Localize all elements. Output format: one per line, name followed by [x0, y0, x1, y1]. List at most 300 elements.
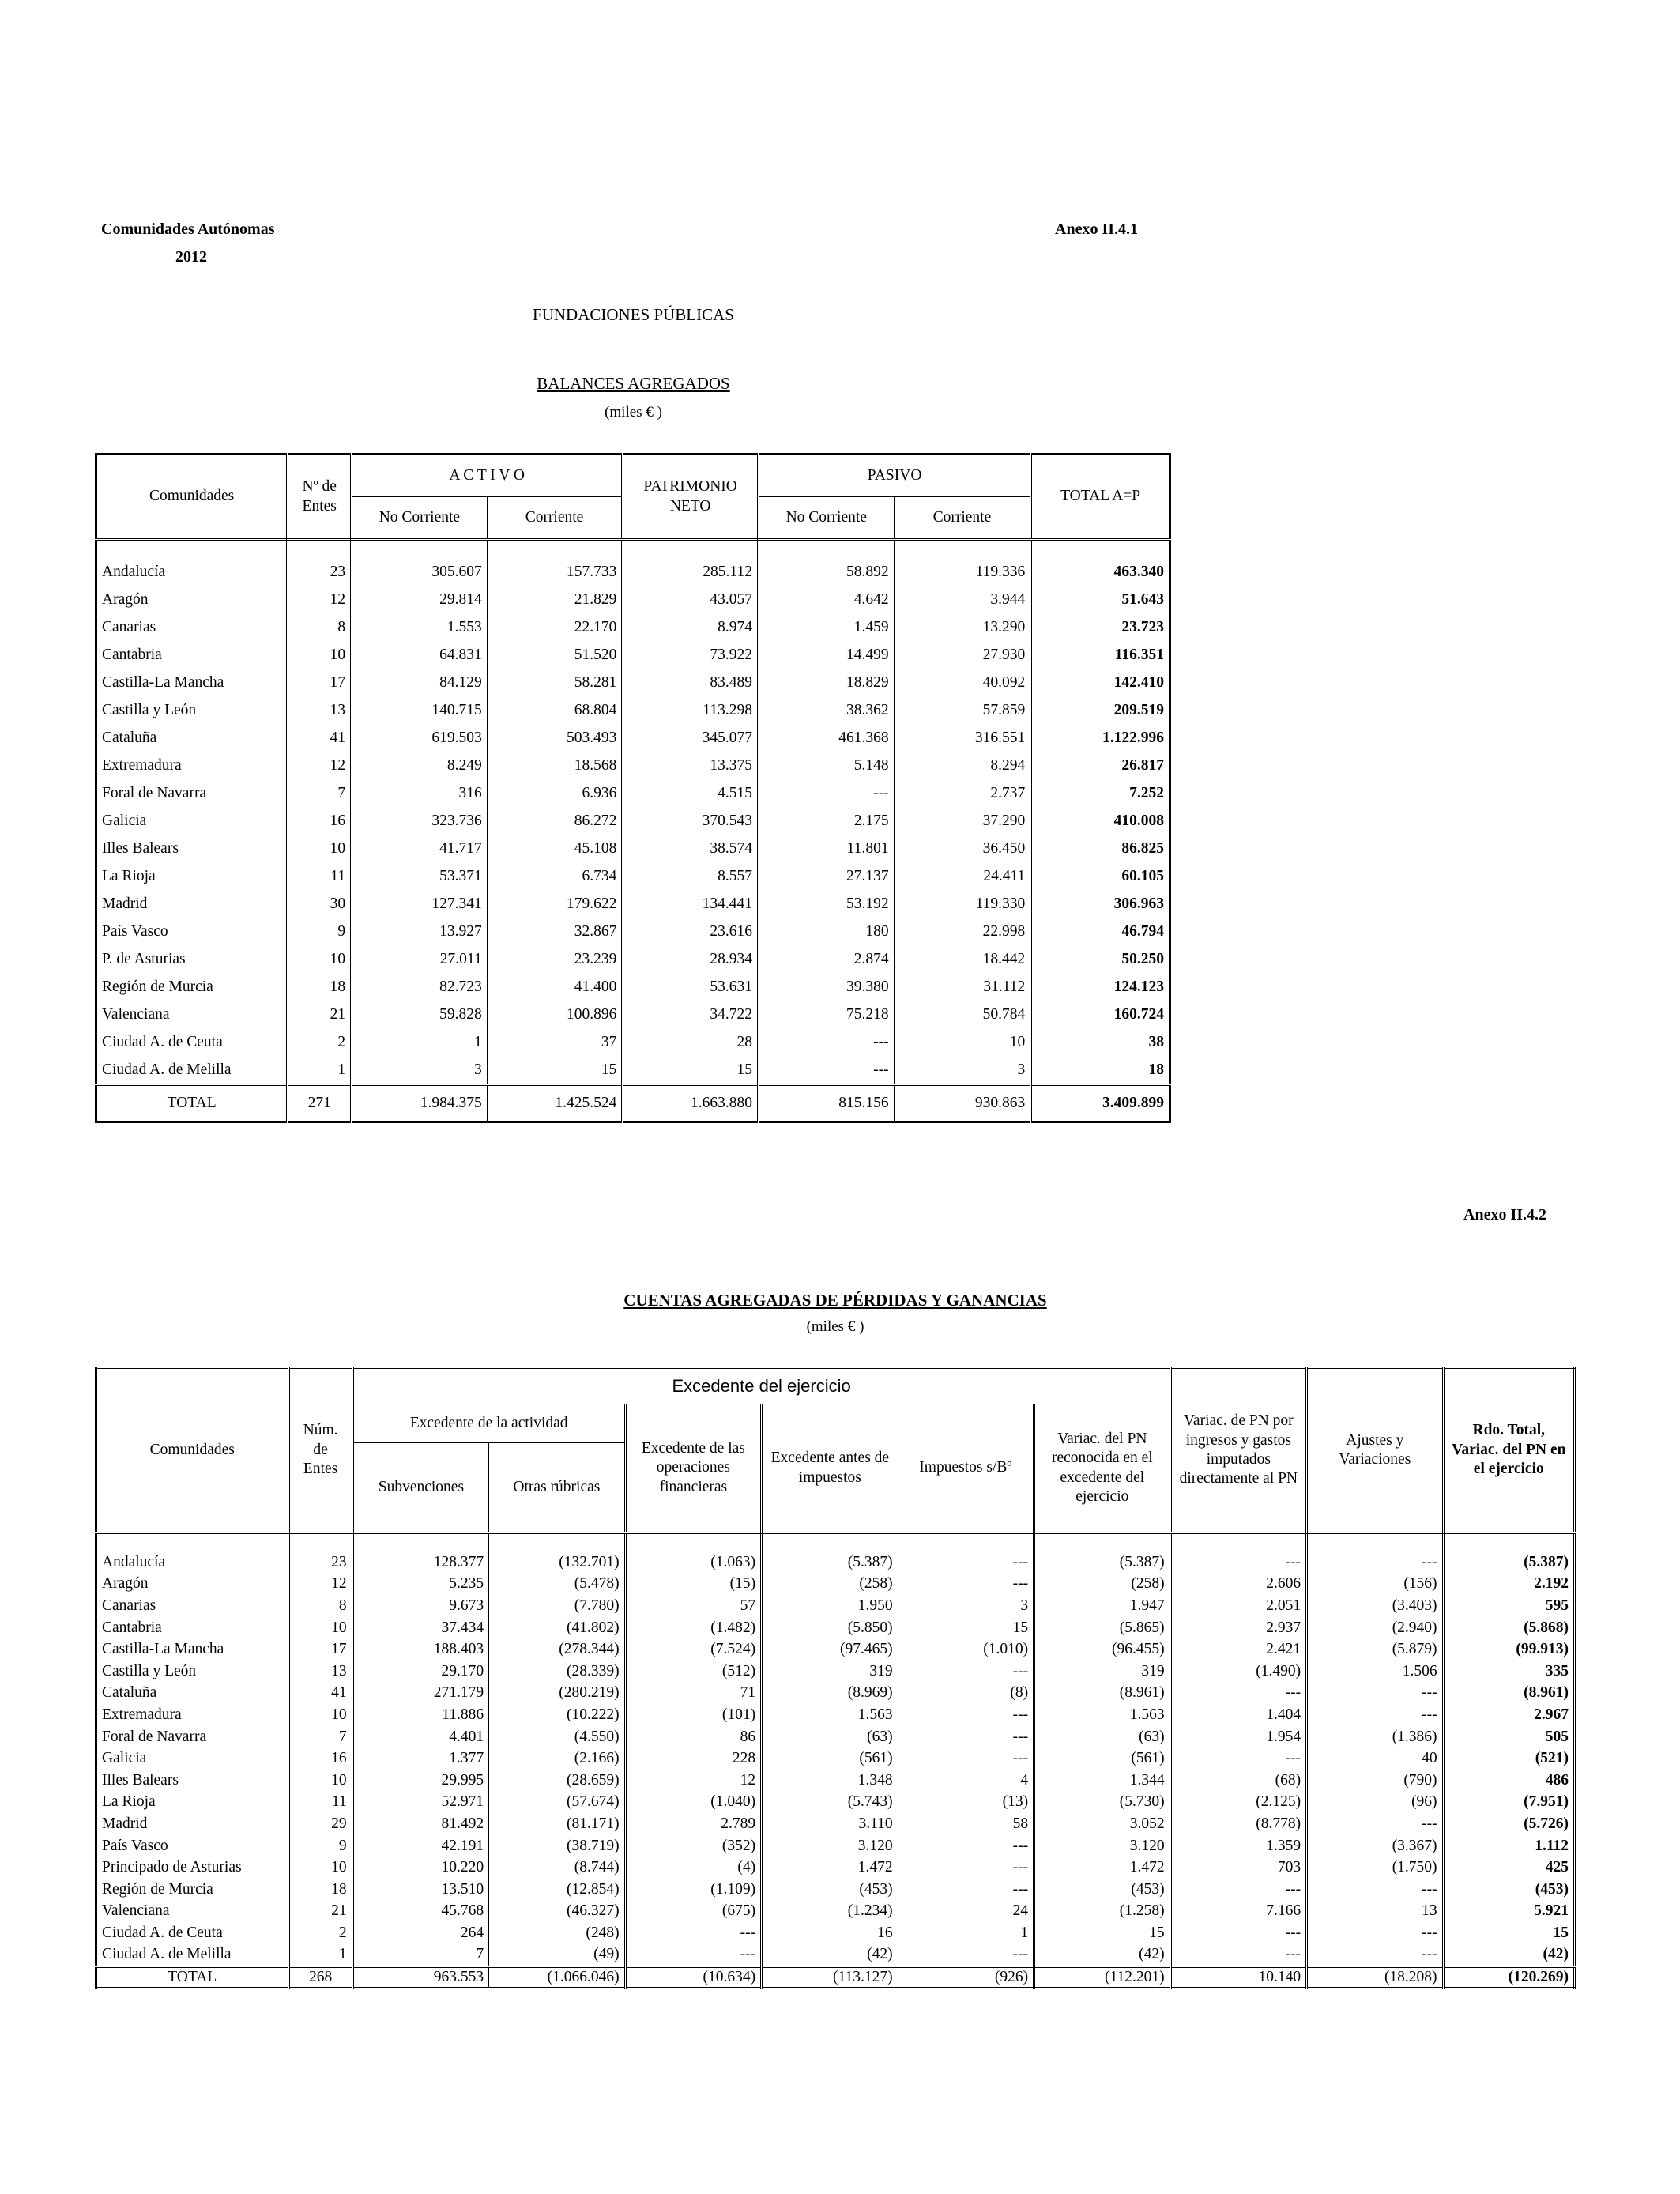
table-cell: 73.922 — [623, 641, 759, 669]
table-cell: 1.950 — [762, 1595, 898, 1617]
table-cell: 316.551 — [894, 724, 1031, 752]
table-cell: 463.340 — [1113, 563, 1164, 580]
row-label: Valenciana — [96, 1001, 288, 1028]
col-header-subvenciones: Subvenciones — [352, 1443, 488, 1533]
col-header-excedente-actividad: Excedente de la actividad — [352, 1404, 625, 1443]
section-title: FUNDACIONES PÚBLICAS — [533, 305, 734, 324]
table-cell: 3.944 — [894, 586, 1031, 613]
row-label: Canarias — [96, 613, 288, 641]
table-row — [96, 696, 1170, 724]
table-cell: (15) — [625, 1574, 761, 1596]
table-cell: (5.387) — [1524, 1553, 1569, 1570]
table-cell: 9.673 — [352, 1595, 488, 1617]
table-cell: 3 — [898, 1595, 1034, 1617]
table-cell: 9 — [288, 1835, 352, 1857]
table-cell: 10 — [288, 945, 352, 973]
total-cell: 1.984.375 — [352, 1085, 488, 1122]
table-cell: 13.290 — [894, 613, 1031, 641]
table1-title: BALANCES AGREGADOS — [537, 374, 730, 393]
table-cell: 18 — [288, 1879, 352, 1901]
table-row — [96, 1574, 1575, 1596]
table-cell: (96) — [1307, 1792, 1443, 1814]
table-cell: --- — [1307, 1683, 1443, 1705]
table-cell: 5.921 — [1534, 1902, 1569, 1920]
table-cell: (7.524) — [625, 1638, 761, 1661]
table-cell: 21 — [288, 1901, 352, 1923]
table-cell: (5.387) — [762, 1551, 898, 1574]
row-label: Aragón — [96, 586, 288, 613]
table-cell: 41.400 — [487, 973, 623, 1001]
table-cell: 64.831 — [352, 641, 488, 669]
table-cell: 1.404 — [1170, 1704, 1306, 1726]
table-cell: 51.520 — [487, 641, 623, 669]
table-cell: 18 — [1148, 1061, 1164, 1078]
table-cell: (2.940) — [1307, 1617, 1443, 1639]
table-cell: 11 — [288, 1792, 352, 1814]
table-cell: 505 — [1545, 1728, 1569, 1745]
table-cell: --- — [1307, 1551, 1443, 1574]
spacer-cell — [288, 1533, 352, 1552]
table-cell: 22.998 — [894, 918, 1031, 945]
table-cell: (280.219) — [489, 1683, 625, 1705]
table-cell: 3 — [352, 1056, 488, 1085]
spacer-cell — [1034, 1533, 1171, 1552]
table-cell: --- — [1170, 1747, 1306, 1770]
table-cell: (28.339) — [489, 1661, 625, 1683]
table-cell: 2.175 — [758, 807, 894, 835]
table-cell: --- — [898, 1944, 1034, 1967]
table-cell: 52.971 — [352, 1792, 488, 1814]
table-cell: 319 — [1034, 1661, 1171, 1683]
table-cell: 15 — [1034, 1922, 1171, 1944]
table-cell: 7.252 — [1129, 784, 1164, 801]
row-label: Madrid — [96, 1813, 289, 1835]
table-cell: 14.499 — [758, 641, 894, 669]
table-cell: (99.913) — [1516, 1641, 1569, 1658]
table-row — [96, 1944, 1575, 1967]
table-cell: 8.249 — [352, 752, 488, 779]
table-cell: 2.737 — [894, 779, 1031, 807]
col-header-entes-2: Núm. de Entes — [288, 1368, 352, 1533]
table-cell: 15 — [623, 1056, 759, 1085]
table-cell: 18.568 — [487, 752, 623, 779]
table-cell: 36.450 — [894, 835, 1031, 862]
table-cell: (49) — [489, 1944, 625, 1967]
row-label: Canarias — [96, 1595, 289, 1617]
table-cell: --- — [1307, 1944, 1443, 1967]
table-cell: 13.927 — [352, 918, 488, 945]
table-cell: --- — [1307, 1922, 1443, 1944]
table-cell: 2.874 — [758, 945, 894, 973]
col-header-rdo-total: Rdo. Total, Variac. del PN en el ejercicio — [1443, 1368, 1574, 1533]
table2-units: (miles € ) — [806, 1318, 864, 1335]
table-row — [96, 945, 1170, 973]
table-cell: 305.607 — [352, 558, 488, 586]
table-cell: 8.557 — [623, 862, 759, 890]
total-cell: (18.208) — [1307, 1967, 1443, 1989]
table-cell: 53.631 — [623, 973, 759, 1001]
perdidas-ganancias-table — [95, 1367, 1576, 1989]
row-label: Madrid — [96, 890, 288, 918]
table-cell: 2.789 — [625, 1813, 761, 1835]
table-cell: 16 — [762, 1922, 898, 1944]
spacer-cell — [96, 540, 288, 559]
row-label: Illes Balears — [96, 1770, 289, 1792]
table-cell: --- — [1170, 1551, 1306, 1574]
table-cell: (521) — [1535, 1750, 1569, 1767]
table-cell: 41 — [288, 1683, 352, 1705]
table-cell: 2.051 — [1170, 1595, 1306, 1617]
table-cell: 22.170 — [487, 613, 623, 641]
spacer-cell — [1170, 1533, 1306, 1552]
table-cell: 2.967 — [1534, 1706, 1569, 1723]
spacer-cell — [96, 1533, 289, 1552]
table-cell: 23 — [288, 558, 352, 586]
table-cell: 18.829 — [758, 669, 894, 696]
table-row — [96, 1879, 1575, 1901]
row-label: Castilla y León — [96, 1661, 289, 1683]
row-label: P. de Asturias — [96, 945, 288, 973]
row-label: Aragón — [96, 1574, 289, 1596]
table-cell: 37.434 — [352, 1617, 488, 1639]
col-header-antes-impuestos: Excedente antes de impuestos — [762, 1404, 898, 1533]
table-cell: 1 — [898, 1922, 1034, 1944]
col-header-pasivo-no-corriente: No Corriente — [758, 497, 894, 540]
table-cell: 10 — [894, 1028, 1031, 1056]
row-label: Ciudad A. de Ceuta — [96, 1922, 289, 1944]
table-cell: 323.736 — [352, 807, 488, 835]
table-cell: 595 — [1545, 1596, 1569, 1614]
col-header-comunidades: Comunidades — [96, 454, 288, 540]
table-cell: (8.969) — [762, 1683, 898, 1705]
table-cell: 26.817 — [1121, 756, 1164, 774]
table-cell: 29.814 — [352, 586, 488, 613]
total-row — [96, 1085, 1170, 1122]
table-cell: (28.659) — [489, 1770, 625, 1792]
table-cell: 17 — [288, 669, 352, 696]
table-cell: 3.120 — [762, 1835, 898, 1857]
table-cell: 4.401 — [352, 1726, 488, 1748]
table-cell: (63) — [1034, 1726, 1171, 1748]
table-cell: 58.281 — [487, 669, 623, 696]
table-cell: 10 — [288, 835, 352, 862]
table-cell: 9 — [288, 918, 352, 945]
table-cell: (8.744) — [489, 1857, 625, 1879]
table-cell: 8.974 — [623, 613, 759, 641]
table-cell: (97.465) — [762, 1638, 898, 1661]
table-row — [96, 1770, 1575, 1792]
table-cell: 1 — [288, 1056, 352, 1085]
row-label: Andalucía — [96, 1551, 289, 1574]
table2-title: CUENTAS AGREGADAS DE PÉRDIDAS Y GANANCIAS — [623, 1291, 1047, 1310]
spacer-cell — [623, 540, 759, 559]
table-row — [96, 1922, 1575, 1944]
table-cell: --- — [898, 1879, 1034, 1901]
table-cell: 34.722 — [623, 1001, 759, 1028]
table-cell: 29.995 — [352, 1770, 488, 1792]
spacer-cell — [625, 1533, 761, 1552]
table-cell: 75.218 — [758, 1001, 894, 1028]
table-cell: 38.362 — [758, 696, 894, 724]
table-cell: 86 — [625, 1726, 761, 1748]
col-header-total: TOTAL A=P — [1031, 454, 1170, 540]
table-cell: 316 — [352, 779, 488, 807]
table-cell: (2.125) — [1170, 1792, 1306, 1814]
col-header-pasivo: PASIVO — [758, 454, 1030, 497]
table-cell: --- — [625, 1944, 761, 1967]
table-cell: 37 — [487, 1028, 623, 1056]
table-cell: 21 — [288, 1001, 352, 1028]
table-cell: 27.930 — [894, 641, 1031, 669]
table-cell: (81.171) — [489, 1813, 625, 1835]
table-cell: 37.290 — [894, 807, 1031, 835]
table-cell: (7.951) — [1524, 1793, 1569, 1811]
table-cell: 4.642 — [758, 586, 894, 613]
row-label: Ciudad A. de Melilla — [96, 1944, 289, 1967]
table-cell: 5.148 — [758, 752, 894, 779]
table1-units: (miles € ) — [605, 404, 662, 420]
table-cell: --- — [1307, 1879, 1443, 1901]
table-cell: 23 — [288, 1551, 352, 1574]
table-cell: 179.622 — [487, 890, 623, 918]
total-cell: (120.269) — [1443, 1967, 1574, 1989]
table-cell: --- — [1170, 1683, 1306, 1705]
table-cell: 28.934 — [623, 945, 759, 973]
table-cell: (5.868) — [1524, 1619, 1569, 1636]
table-row — [96, 752, 1170, 779]
row-label: Foral de Navarra — [96, 779, 288, 807]
table-cell: 57.859 — [894, 696, 1031, 724]
table-cell: (1.386) — [1307, 1726, 1443, 1748]
table-cell: 7 — [288, 779, 352, 807]
table-cell: 60.105 — [1121, 867, 1164, 884]
table-cell: --- — [758, 1028, 894, 1056]
table-row — [96, 641, 1170, 669]
spacer-cell — [352, 1533, 488, 1552]
table-cell: (258) — [1034, 1574, 1171, 1596]
spacer-cell — [288, 540, 352, 559]
table-row — [96, 1683, 1575, 1705]
row-label: La Rioja — [96, 862, 288, 890]
row-label: Galicia — [96, 807, 288, 835]
table-cell: 8 — [288, 613, 352, 641]
table-cell: 4 — [898, 1770, 1034, 1792]
table-cell: 23.239 — [487, 945, 623, 973]
table-row — [96, 835, 1170, 862]
table-cell: (453) — [1535, 1880, 1569, 1898]
spacer-cell — [898, 1533, 1034, 1552]
table-cell: 10 — [288, 1704, 352, 1726]
table-cell: 127.341 — [352, 890, 488, 918]
table-cell: 24 — [898, 1901, 1034, 1923]
row-label: Cataluña — [96, 724, 288, 752]
table-cell: 160.724 — [1113, 1005, 1164, 1023]
row-label: Castilla-La Mancha — [96, 669, 288, 696]
spacer-cell — [758, 540, 894, 559]
table-cell: --- — [898, 1747, 1034, 1770]
table-cell: --- — [758, 1056, 894, 1085]
table-cell: (8.778) — [1170, 1813, 1306, 1835]
table-cell: 53.371 — [352, 862, 488, 890]
table-cell: 8.294 — [894, 752, 1031, 779]
table-cell: 71 — [625, 1683, 761, 1705]
table-cell: (42) — [1543, 1946, 1569, 1963]
table-cell: 180 — [758, 918, 894, 945]
col-header-impuestos: Impuestos s/Bº — [898, 1404, 1034, 1533]
row-label: Valenciana — [96, 1901, 289, 1923]
table-cell: 1.359 — [1170, 1835, 1306, 1857]
table-cell: 1.472 — [762, 1857, 898, 1879]
table-row — [96, 1595, 1575, 1617]
col-header-excedente-ejercicio: Excedente del ejercicio — [352, 1368, 1170, 1404]
table-cell: (1.109) — [625, 1879, 761, 1901]
table-cell: --- — [898, 1574, 1034, 1596]
table-cell: (46.327) — [489, 1901, 625, 1923]
table-cell: 82.723 — [352, 973, 488, 1001]
table-cell: 188.403 — [352, 1638, 488, 1661]
table-cell: 81.492 — [352, 1813, 488, 1835]
table-cell: 157.733 — [487, 558, 623, 586]
total-cell: (112.201) — [1034, 1967, 1171, 1989]
row-label: Cantabria — [96, 1617, 289, 1639]
table-cell: 619.503 — [352, 724, 488, 752]
annex-label-2: Anexo II.4.2 — [1463, 1206, 1547, 1223]
table-cell: 3.120 — [1034, 1835, 1171, 1857]
table-cell: (1.063) — [625, 1551, 761, 1574]
table-cell: --- — [625, 1922, 761, 1944]
table-cell: --- — [1170, 1944, 1306, 1967]
table-cell: 51.643 — [1121, 590, 1164, 608]
table-cell: 306.963 — [1113, 895, 1164, 912]
table-cell: (5.743) — [762, 1792, 898, 1814]
table-cell: 38.574 — [623, 835, 759, 862]
table-cell: 50.784 — [894, 1001, 1031, 1028]
table-cell: --- — [898, 1661, 1034, 1683]
table-cell: 16 — [288, 807, 352, 835]
table-row — [96, 724, 1170, 752]
table-cell: 58 — [898, 1813, 1034, 1835]
table-cell: 3 — [894, 1056, 1031, 1085]
row-label: Ciudad A. de Ceuta — [96, 1028, 288, 1056]
table-cell: 27.137 — [758, 862, 894, 890]
row-label: Región de Murcia — [96, 973, 288, 1001]
table-cell: (675) — [625, 1901, 761, 1923]
spacer-cell — [352, 540, 488, 559]
table-cell: 83.489 — [623, 669, 759, 696]
table-cell: (132.701) — [489, 1551, 625, 1574]
table-cell: (10.222) — [489, 1704, 625, 1726]
table-cell: (278.344) — [489, 1638, 625, 1661]
col-header-pasivo-corriente: Corriente — [894, 497, 1031, 540]
table-row — [96, 1857, 1575, 1879]
table-cell: (790) — [1307, 1770, 1443, 1792]
table-cell: 2.421 — [1170, 1638, 1306, 1661]
table-cell: 2.192 — [1534, 1575, 1569, 1593]
table-cell: 11.886 — [352, 1704, 488, 1726]
spacer-cell — [489, 1533, 625, 1552]
table-cell: 28 — [623, 1028, 759, 1056]
table-cell: --- — [1307, 1813, 1443, 1835]
table-row — [96, 669, 1170, 696]
table-cell: 29.170 — [352, 1661, 488, 1683]
table-cell: --- — [898, 1726, 1034, 1748]
row-label: Castilla y León — [96, 696, 288, 724]
table-cell: (5.865) — [1034, 1617, 1171, 1639]
col-header-variac-pn: Variac. del PN reconocida en el excedente del ejercicio — [1034, 1404, 1171, 1533]
table-cell: 1 — [288, 1944, 352, 1967]
table-cell: (5.730) — [1034, 1792, 1171, 1814]
table-row — [96, 890, 1170, 918]
table-cell: 27.011 — [352, 945, 488, 973]
row-label: Ciudad A. de Melilla — [96, 1056, 288, 1085]
table-cell: 16 — [288, 1747, 352, 1770]
table-cell: 2.937 — [1170, 1617, 1306, 1639]
table-cell: 13 — [288, 696, 352, 724]
total-cell: 268 — [288, 1967, 352, 1989]
table-row — [96, 1638, 1575, 1661]
total-cell: 3.409.899 — [1031, 1085, 1170, 1122]
table-cell: (352) — [625, 1835, 761, 1857]
spacer-cell — [487, 540, 623, 559]
total-cell: 271 — [288, 1085, 352, 1122]
table-cell: (96.455) — [1034, 1638, 1171, 1661]
table-cell: 38 — [1148, 1033, 1164, 1050]
table-cell: (3.403) — [1307, 1595, 1443, 1617]
row-label: La Rioja — [96, 1792, 289, 1814]
table-cell: (4) — [625, 1857, 761, 1879]
total-cell: 1.425.524 — [487, 1085, 623, 1122]
table-cell: 43.057 — [623, 586, 759, 613]
row-label: País Vasco — [96, 1835, 289, 1857]
col-header-variac-ingresos: Variac. de PN por ingresos y gastos imputados directamente al PN — [1170, 1368, 1306, 1533]
table-cell: 285.112 — [623, 558, 759, 586]
row-label: Cantabria — [96, 641, 288, 669]
table-cell: 1.947 — [1034, 1595, 1171, 1617]
table-cell: 370.543 — [623, 807, 759, 835]
row-label: Castilla-La Mancha — [96, 1638, 289, 1661]
table-cell: (7.780) — [489, 1595, 625, 1617]
col-header-activo: A C T I V O — [352, 454, 623, 497]
row-label: Extremadura — [96, 752, 288, 779]
table-cell: 1.563 — [1034, 1704, 1171, 1726]
table-cell: 23.616 — [623, 918, 759, 945]
row-label: Principado de Asturias — [96, 1857, 289, 1879]
table-cell: 1.553 — [352, 613, 488, 641]
table-cell: (1.234) — [762, 1901, 898, 1923]
table-cell: (453) — [762, 1879, 898, 1901]
table-row — [96, 558, 1170, 586]
table-cell: 142.410 — [1113, 673, 1164, 691]
table-cell: 461.368 — [758, 724, 894, 752]
table-cell: (57.674) — [489, 1792, 625, 1814]
balances-table — [95, 453, 1171, 1123]
total-label: TOTAL — [96, 1085, 288, 1122]
table-cell: 7.166 — [1170, 1901, 1306, 1923]
table-cell: --- — [898, 1835, 1034, 1857]
table-row — [96, 1551, 1575, 1574]
table-cell: 6.734 — [487, 862, 623, 890]
table-cell: (5.387) — [1034, 1551, 1171, 1574]
spacer-cell — [894, 540, 1031, 559]
total-row — [96, 1967, 1575, 1989]
table-cell: --- — [1170, 1879, 1306, 1901]
col-header-entes: Nº de Entes — [288, 454, 352, 540]
table-cell: 15 — [487, 1056, 623, 1085]
col-header-ajustes: Ajustes y Variaciones — [1307, 1368, 1443, 1533]
table-cell: 58.892 — [758, 558, 894, 586]
table-cell: 68.804 — [487, 696, 623, 724]
table-row — [96, 1747, 1575, 1770]
